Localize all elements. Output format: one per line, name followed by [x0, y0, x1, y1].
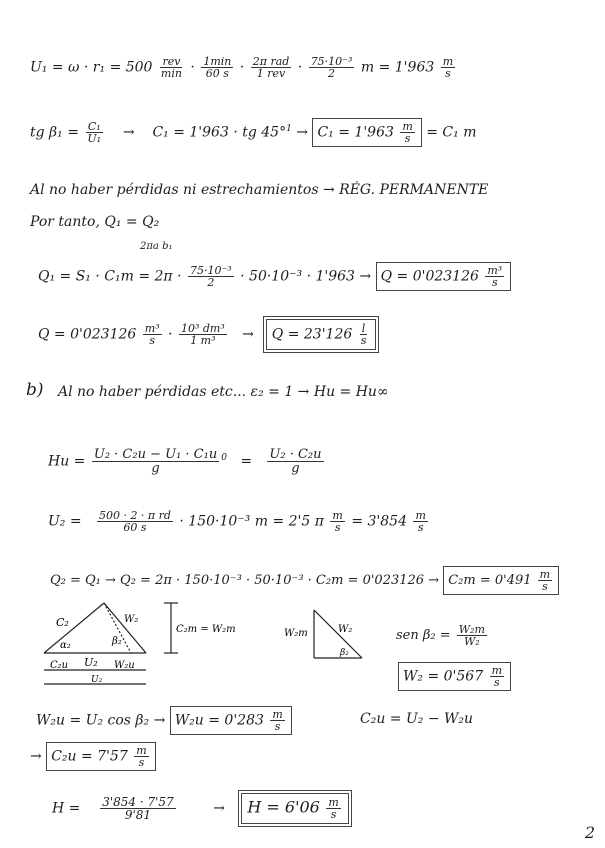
u1-equation: U₁ = ω · r₁ = 500 $\frac{\text{rev}}{\min}$ · $\frac{1\min}{60 s}$ · $\frac{\text{2π rad}}{\text{1 rev}}$ · $\frac{\text{75·10⁻³}}{2}$ m = 1'963 $\frac{m}{s}$ — [30, 55, 454, 80]
no-losses-note: Al no haber pérdidas ni estrechamientos → RÉG. PERMANENTE — [30, 182, 489, 198]
w2-triangle-diagram — [282, 606, 372, 666]
c2m-label: C₂m = W₂m — [176, 624, 236, 635]
hu-equation: Hu = $\frac{\text{U₂ · C₂u − U₁ · C₁u}}{g}$ $^0$ = $\frac{\text{U₂ · C₂u}}{g}$ — [48, 447, 322, 476]
c1-result-box: C₁ = 1'963 $\frac{m}{s}$ — [312, 118, 421, 147]
w2u-label: W₂u — [114, 660, 135, 671]
velocity-triangle-diagram — [36, 598, 236, 693]
w2-result-box: W₂ = 0'567 $\frac{m}{s}$ — [398, 662, 511, 691]
u2-equation: U₂ = $\frac{\text{500 · 2 · π rd}}{60 s}$ · 150·10⁻³ m = 2'5 π $\frac{m}{s}$ = 3'854 $\frac{m}{s}$ — [48, 509, 426, 534]
c2u-result-box: C₂u = 7'57 $\frac{m}{s}$ — [46, 742, 155, 771]
page-number: 2 — [584, 823, 595, 842]
w2u-result-box: W₂u = 0'283 $\frac{m}{s}$ — [170, 706, 292, 735]
alpha2-label: α₂ — [60, 640, 71, 651]
part-b-label: b) — [26, 380, 44, 400]
c2u-result: → C₂u = 7'57 $\frac{m}{s}$ — [30, 742, 156, 771]
c2-label: C₂ — [56, 616, 69, 629]
q-final-box: Q = 23'126 $\frac{l}{s}$ — [263, 316, 380, 353]
q1-overlabel: 2πa b₁ — [140, 241, 173, 252]
tri-w2m-label: W₂m — [284, 628, 308, 639]
u2-label: U₂ — [84, 656, 98, 669]
q2-conversion: Q = 0'023126 $\frac{\text{m³}}{s}$ · $\frac{\text{10³ dm³}}{\text{1 m³}}$ → Q = 23'126 $\frac{l}{s}$ — [38, 316, 379, 353]
tg-beta1-equation: tg β₁ = $\frac{\text{C₁}}{\text{U₁}}$ → C₁ = 1'963 · tg 45°$^1$ → C₁ = 1'963 $\frac{m}{s}$ = C₁ m — [30, 120, 477, 145]
c2u-equation: C₂u = U₂ − W₂u — [360, 711, 474, 727]
h-equation: H = $\frac{3'854 \cdot 7'57}{9'81}$ → H = 6'06 $\frac{m}{s}$ — [52, 790, 352, 827]
q1-result-box: Q = 0'023126 $\frac{\text{m³}}{s}$ — [376, 262, 512, 291]
q1-equation: Q₁ = S₁ · C₁m = 2π · $\frac{\text{75·10⁻³}}{2}$ · 50·10⁻³ · 1'963 → Q = 0'023126 $\frac{\text{m³}}{s}$ — [38, 262, 511, 291]
no-losses-note-b: Al no haber pérdidas etc... ε₂ = 1 → Hu = Hu∞ — [58, 384, 389, 400]
tri-beta2-label: β₂ — [340, 648, 349, 658]
w2u-equation: W₂u = U₂ cos β₂ → W₂u = 0'283 $\frac{m}{s}$ — [36, 706, 292, 735]
h-final-box: H = 6'06 $\frac{m}{s}$ — [238, 790, 351, 827]
therefore-line: Por tanto, Q₁ = Q₂ — [30, 214, 160, 230]
q2-equation: Q₂ = Q₁ → Q₂ = 2π · 150·10⁻³ · 50·10⁻³ · C₂m = 0'023126 → C₂m = 0'491 $\frac{m}{s}$ — [50, 566, 559, 595]
w2-label: W₂ — [124, 614, 139, 625]
sin-beta2-equation: sen β₂ = $\frac{\text{W₂m}}{\text{W₂}}$ — [396, 623, 485, 648]
c2m-result-box: C₂m = 0'491 $\frac{m}{s}$ — [443, 566, 559, 595]
beta2-label: β₂ — [112, 636, 122, 647]
c2u-label: C₂u — [50, 660, 69, 671]
u2-bottom-label: U₂ — [91, 675, 103, 685]
tri-w2-label: W₂ — [338, 624, 353, 635]
w2-result — [398, 662, 511, 691]
